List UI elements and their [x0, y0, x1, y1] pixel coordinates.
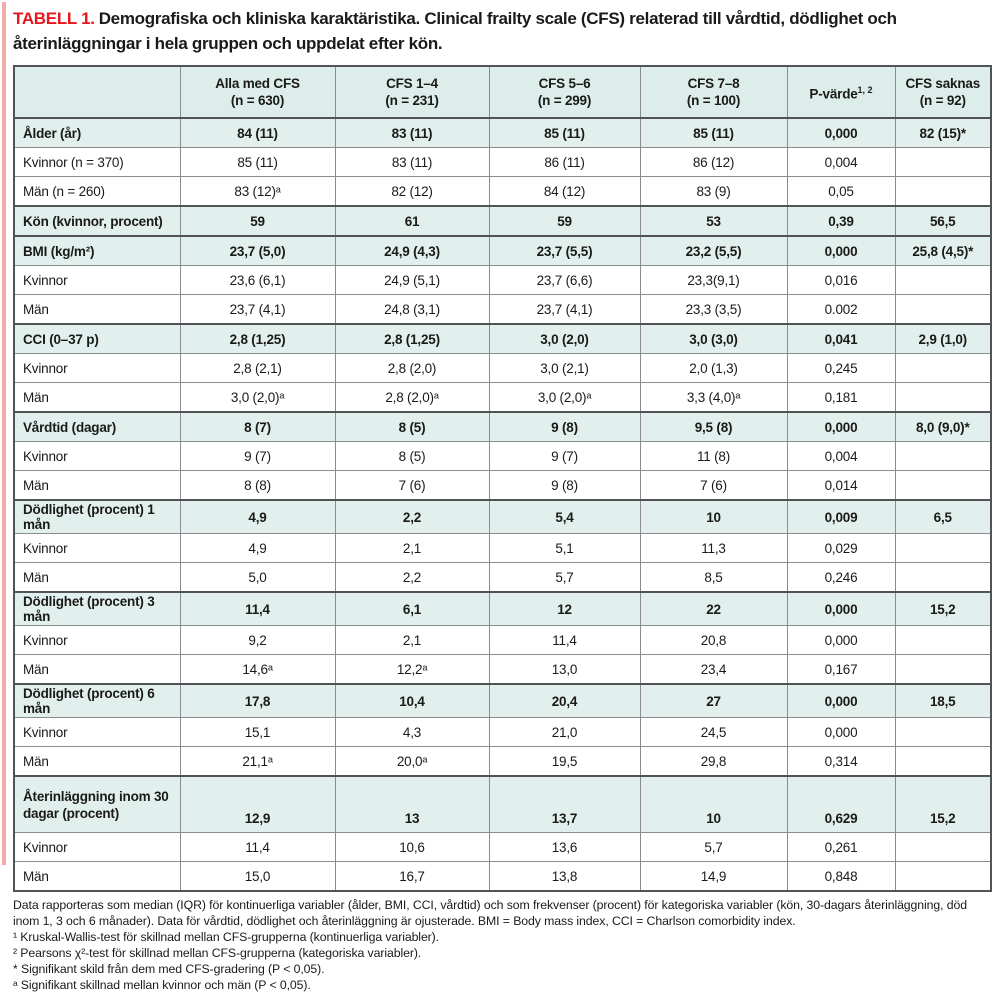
value-cell: 3,0 (2,0) [489, 324, 640, 354]
value-cell: 0,629 [787, 776, 895, 833]
row-label-cell: BMI (kg/m²) [14, 236, 180, 266]
column-header-text: CFS 7–8 [687, 76, 740, 91]
value-cell: 23,7 (5,0) [180, 236, 335, 266]
table-row [14, 592, 991, 626]
value-cell: 21,1ᵃ [180, 747, 335, 777]
table-footnotes [13, 897, 990, 993]
value-cell: 2,2 [335, 500, 489, 534]
value-cell: 0,848 [787, 862, 895, 892]
table-body [14, 118, 991, 891]
value-cell: 25,8 (4,5)* [895, 236, 991, 266]
value-cell: 13 [335, 776, 489, 833]
value-cell [895, 354, 991, 383]
column-header-text: CFS 5–6 [538, 76, 591, 91]
value-cell: 12,2ᵃ [335, 655, 489, 685]
value-cell: 5,0 [180, 563, 335, 593]
value-cell: 23,4 [640, 655, 787, 685]
footnote-line: ᵃ Signifikant skillnad mellan kvinnor och män (P < 0,05). [13, 978, 311, 992]
value-cell: 0,000 [787, 412, 895, 442]
value-cell: 3,0 (2,0)ᵃ [180, 383, 335, 413]
value-cell: 0,181 [787, 383, 895, 413]
value-cell: 0,314 [787, 747, 895, 777]
value-cell: 10,4 [335, 684, 489, 718]
value-cell: 8 (5) [335, 442, 489, 471]
value-cell: 82 (12) [335, 177, 489, 207]
value-cell: 13,0 [489, 655, 640, 685]
value-cell [895, 862, 991, 892]
table-row [14, 295, 991, 325]
value-cell [895, 747, 991, 777]
value-cell [895, 471, 991, 501]
column-header-line1 [645, 75, 783, 92]
value-cell: 3,3 (4,0)ᵃ [640, 383, 787, 413]
value-cell: 6,1 [335, 592, 489, 626]
value-cell: 2,8 (1,25) [180, 324, 335, 354]
table-row [14, 148, 991, 177]
footnote-line: * Signifikant skild från dem med CFS-gradering (P < 0,05). [13, 962, 325, 976]
value-cell: 2,2 [335, 563, 489, 593]
column-header-line2: (n = 92) [919, 93, 966, 108]
table-row [14, 500, 991, 534]
value-cell: 14,6ᵃ [180, 655, 335, 685]
column-header [895, 66, 991, 118]
value-cell: 24,9 (5,1) [335, 266, 489, 295]
table-row [14, 655, 991, 685]
value-cell: 0,246 [787, 563, 895, 593]
table-row [14, 206, 991, 236]
value-cell: 15,1 [180, 718, 335, 747]
value-cell: 23,7 (5,5) [489, 236, 640, 266]
value-cell: 8 (5) [335, 412, 489, 442]
row-label-cell: Dödlighet (procent) 6 mån [14, 684, 180, 718]
column-header [180, 66, 335, 118]
row-label-cell: Män [14, 747, 180, 777]
value-cell: 7 (6) [640, 471, 787, 501]
footnote-line: ² Pearsons χ²-test för skillnad mellan CFS-grupperna (kategoriska variabler). [13, 946, 422, 960]
table-row [14, 236, 991, 266]
table-row [14, 324, 991, 354]
value-cell: 86 (12) [640, 148, 787, 177]
value-cell [895, 148, 991, 177]
value-cell: 23,7 (6,6) [489, 266, 640, 295]
value-cell [895, 833, 991, 862]
value-cell: 10,6 [335, 833, 489, 862]
demographics-table [13, 65, 992, 892]
value-cell: 0,000 [787, 118, 895, 148]
table-row [14, 563, 991, 593]
value-cell: 85 (11) [180, 148, 335, 177]
value-cell: 7 (6) [335, 471, 489, 501]
table-row [14, 354, 991, 383]
value-cell: 24,5 [640, 718, 787, 747]
row-label-cell: Kvinnor [14, 266, 180, 295]
table-row [14, 862, 991, 892]
column-header-line1 [494, 75, 636, 92]
value-cell: 13,7 [489, 776, 640, 833]
value-cell [895, 442, 991, 471]
left-accent-bar [2, 2, 6, 865]
value-cell: 9 (7) [489, 442, 640, 471]
value-cell: 11 (8) [640, 442, 787, 471]
value-cell: 5,1 [489, 534, 640, 563]
table-header [14, 66, 991, 118]
value-cell [895, 534, 991, 563]
value-cell: 82 (15)* [895, 118, 991, 148]
value-cell: 86 (11) [489, 148, 640, 177]
value-cell: 9,2 [180, 626, 335, 655]
column-header-line2: (n = 630) [230, 93, 285, 108]
value-cell: 59 [489, 206, 640, 236]
table-row [14, 833, 991, 862]
table-row [14, 412, 991, 442]
value-cell: 0,029 [787, 534, 895, 563]
value-cell: 56,5 [895, 206, 991, 236]
column-header [640, 66, 787, 118]
table-row [14, 626, 991, 655]
table-row [14, 718, 991, 747]
value-cell: 20,8 [640, 626, 787, 655]
value-cell: 59 [180, 206, 335, 236]
value-cell: 10 [640, 500, 787, 534]
table-row [14, 534, 991, 563]
table-row [14, 177, 991, 207]
column-header-line1 [340, 75, 485, 92]
value-cell: 9 (8) [489, 471, 640, 501]
value-cell: 53 [640, 206, 787, 236]
column-header-line2: (n = 231) [385, 93, 439, 108]
value-cell: 14,9 [640, 862, 787, 892]
footnote-line: Data rapporteras som median (IQR) för kontinuerliga variabler (ålder, BMI, CCI, vårdtid) och som frekvenser (procent) för kategoriska variabler (kön, 30-dagars återinläggning, död inom 1, 3 och 6 månader). Data för vårdtid, dödlighet och återinläggning är ojusterade. BMI = Body mass index, CCI = Charlson comorbidity index. [13, 898, 967, 928]
row-label-cell: Ålder (år) [14, 118, 180, 148]
row-label-cell: Män [14, 471, 180, 501]
value-cell: 18,5 [895, 684, 991, 718]
value-cell: 0,167 [787, 655, 895, 685]
value-cell [895, 718, 991, 747]
value-cell: 23,7 (4,1) [180, 295, 335, 325]
column-header-line2: (n = 299) [537, 93, 592, 108]
row-label-cell: Återinläggning inom 30 dagar (procent) [14, 776, 180, 833]
value-cell [895, 266, 991, 295]
value-cell: 9 (8) [489, 412, 640, 442]
value-cell: 5,4 [489, 500, 640, 534]
value-cell: 5,7 [489, 563, 640, 593]
value-cell: 15,2 [895, 592, 991, 626]
footnote-line: ¹ Kruskal-Wallis-test för skillnad mellan CFS-grupperna (kontinuerliga variabler). [13, 930, 439, 944]
value-cell: 4,9 [180, 534, 335, 563]
table-row [14, 747, 991, 777]
value-cell [895, 295, 991, 325]
table-row [14, 776, 991, 833]
table-caption [13, 6, 990, 56]
value-cell: 0,004 [787, 148, 895, 177]
value-cell: 0,009 [787, 500, 895, 534]
value-cell: 27 [640, 684, 787, 718]
header-row [14, 66, 991, 118]
value-cell: 24,9 (4,3) [335, 236, 489, 266]
value-cell: 2,8 (2,1) [180, 354, 335, 383]
value-cell [895, 383, 991, 413]
value-cell: 2,9 (1,0) [895, 324, 991, 354]
table-row [14, 383, 991, 413]
value-cell: 85 (11) [489, 118, 640, 148]
value-cell: 0,016 [787, 266, 895, 295]
value-cell: 4,9 [180, 500, 335, 534]
column-header-line1 [185, 75, 331, 92]
value-cell: 23,3(9,1) [640, 266, 787, 295]
value-cell: 83 (11) [335, 148, 489, 177]
value-cell [895, 626, 991, 655]
value-cell: 17,8 [180, 684, 335, 718]
column-header-text: P-värde [809, 86, 858, 102]
value-cell: 2,8 (2,0)ᵃ [335, 383, 489, 413]
column-header-line1 [900, 75, 987, 92]
value-cell: 84 (12) [489, 177, 640, 207]
row-label-cell: Kvinnor [14, 534, 180, 563]
row-label-cell: Dödlighet (procent) 3 mån [14, 592, 180, 626]
row-label-cell: Dödlighet (procent) 1 mån [14, 500, 180, 534]
value-cell: 12,9 [180, 776, 335, 833]
column-header [787, 66, 895, 118]
row-label-cell: Kön (kvinnor, procent) [14, 206, 180, 236]
column-header-line1 [792, 82, 891, 103]
figure-content [13, 0, 990, 993]
value-cell: 29,8 [640, 747, 787, 777]
value-cell: 0,39 [787, 206, 895, 236]
value-cell: 2,1 [335, 626, 489, 655]
table-row [14, 684, 991, 718]
value-cell: 3,0 (2,1) [489, 354, 640, 383]
row-label-cell: CCI (0–37 p) [14, 324, 180, 354]
value-cell: 23,2 (5,5) [640, 236, 787, 266]
value-cell: 3,0 (3,0) [640, 324, 787, 354]
value-cell: 8 (8) [180, 471, 335, 501]
value-cell: 0,000 [787, 718, 895, 747]
value-cell [895, 177, 991, 207]
row-label-cell: Kvinnor [14, 442, 180, 471]
row-label-cell: Män (n = 260) [14, 177, 180, 207]
row-label-cell: Vårdtid (dagar) [14, 412, 180, 442]
value-cell: 4,3 [335, 718, 489, 747]
value-cell: 0,000 [787, 684, 895, 718]
value-cell: 0,261 [787, 833, 895, 862]
value-cell: 83 (11) [335, 118, 489, 148]
value-cell: 13,6 [489, 833, 640, 862]
row-label-cell: Kvinnor [14, 354, 180, 383]
value-cell: 3,0 (2,0)ᵃ [489, 383, 640, 413]
value-cell: 8,0 (9,0)* [895, 412, 991, 442]
value-cell: 85 (11) [640, 118, 787, 148]
value-cell: 0,000 [787, 626, 895, 655]
value-cell: 15,2 [895, 776, 991, 833]
value-cell: 15,0 [180, 862, 335, 892]
value-cell: 2,8 (1,25) [335, 324, 489, 354]
value-cell: 61 [335, 206, 489, 236]
table-row [14, 266, 991, 295]
value-cell: 0.002 [787, 295, 895, 325]
corner-cell [14, 66, 180, 118]
value-cell [895, 563, 991, 593]
value-cell: 84 (11) [180, 118, 335, 148]
value-cell: 21,0 [489, 718, 640, 747]
row-label-cell: Män [14, 295, 180, 325]
value-cell: 8 (7) [180, 412, 335, 442]
value-cell: 24,8 (3,1) [335, 295, 489, 325]
column-header-text: CFS 1–4 [386, 76, 438, 91]
row-label-cell: Män [14, 383, 180, 413]
column-header-text: Alla med CFS [215, 76, 300, 91]
value-cell: 0,000 [787, 236, 895, 266]
table-row [14, 442, 991, 471]
value-cell: 83 (12)ᵃ [180, 177, 335, 207]
value-cell: 16,7 [335, 862, 489, 892]
value-cell: 9,5 (8) [640, 412, 787, 442]
value-cell: 0,000 [787, 592, 895, 626]
value-cell: 10 [640, 776, 787, 833]
value-cell: 23,7 (4,1) [489, 295, 640, 325]
table-row [14, 118, 991, 148]
value-cell: 22 [640, 592, 787, 626]
row-label-cell: Kvinnor [14, 718, 180, 747]
table-number-label: TABELL 1. [13, 9, 95, 28]
value-cell: 0,05 [787, 177, 895, 207]
value-cell: 2,1 [335, 534, 489, 563]
value-cell: 0,004 [787, 442, 895, 471]
table-caption-text: Demografiska och kliniska karaktäristika. Clinical frailty scale (CFS) relaterad till vårdtid, dödlighet och återinläggningar i hela gruppen och uppdelat efter kön. [13, 9, 897, 53]
row-label-cell: Kvinnor [14, 626, 180, 655]
value-cell: 83 (9) [640, 177, 787, 207]
row-label-cell: Män [14, 563, 180, 593]
value-cell [895, 655, 991, 685]
column-header [335, 66, 489, 118]
value-cell: 8,5 [640, 563, 787, 593]
value-cell: 20,0ᵃ [335, 747, 489, 777]
column-header-line2: (n = 100) [686, 93, 741, 108]
value-cell: 20,4 [489, 684, 640, 718]
value-cell: 9 (7) [180, 442, 335, 471]
column-header [489, 66, 640, 118]
value-cell: 2,8 (2,0) [335, 354, 489, 383]
value-cell: 6,5 [895, 500, 991, 534]
value-cell: 12 [489, 592, 640, 626]
row-label-cell: Kvinnor (n = 370) [14, 148, 180, 177]
value-cell: 2,0 (1,3) [640, 354, 787, 383]
value-cell: 23,6 (6,1) [180, 266, 335, 295]
value-cell: 5,7 [640, 833, 787, 862]
value-cell: 11,4 [180, 592, 335, 626]
value-cell: 0,041 [787, 324, 895, 354]
value-cell: 11,4 [489, 626, 640, 655]
value-cell: 11,3 [640, 534, 787, 563]
row-label-cell: Män [14, 862, 180, 892]
row-label-cell: Män [14, 655, 180, 685]
value-cell: 0,014 [787, 471, 895, 501]
value-cell: 19,5 [489, 747, 640, 777]
row-label-cell: Kvinnor [14, 833, 180, 862]
value-cell: 0,245 [787, 354, 895, 383]
value-cell: 23,3 (3,5) [640, 295, 787, 325]
value-cell: 13,8 [489, 862, 640, 892]
footnote-marker: 1, 2 [857, 84, 873, 95]
column-header-text: CFS saknas [905, 76, 981, 91]
value-cell: 11,4 [180, 833, 335, 862]
table-row [14, 471, 991, 501]
